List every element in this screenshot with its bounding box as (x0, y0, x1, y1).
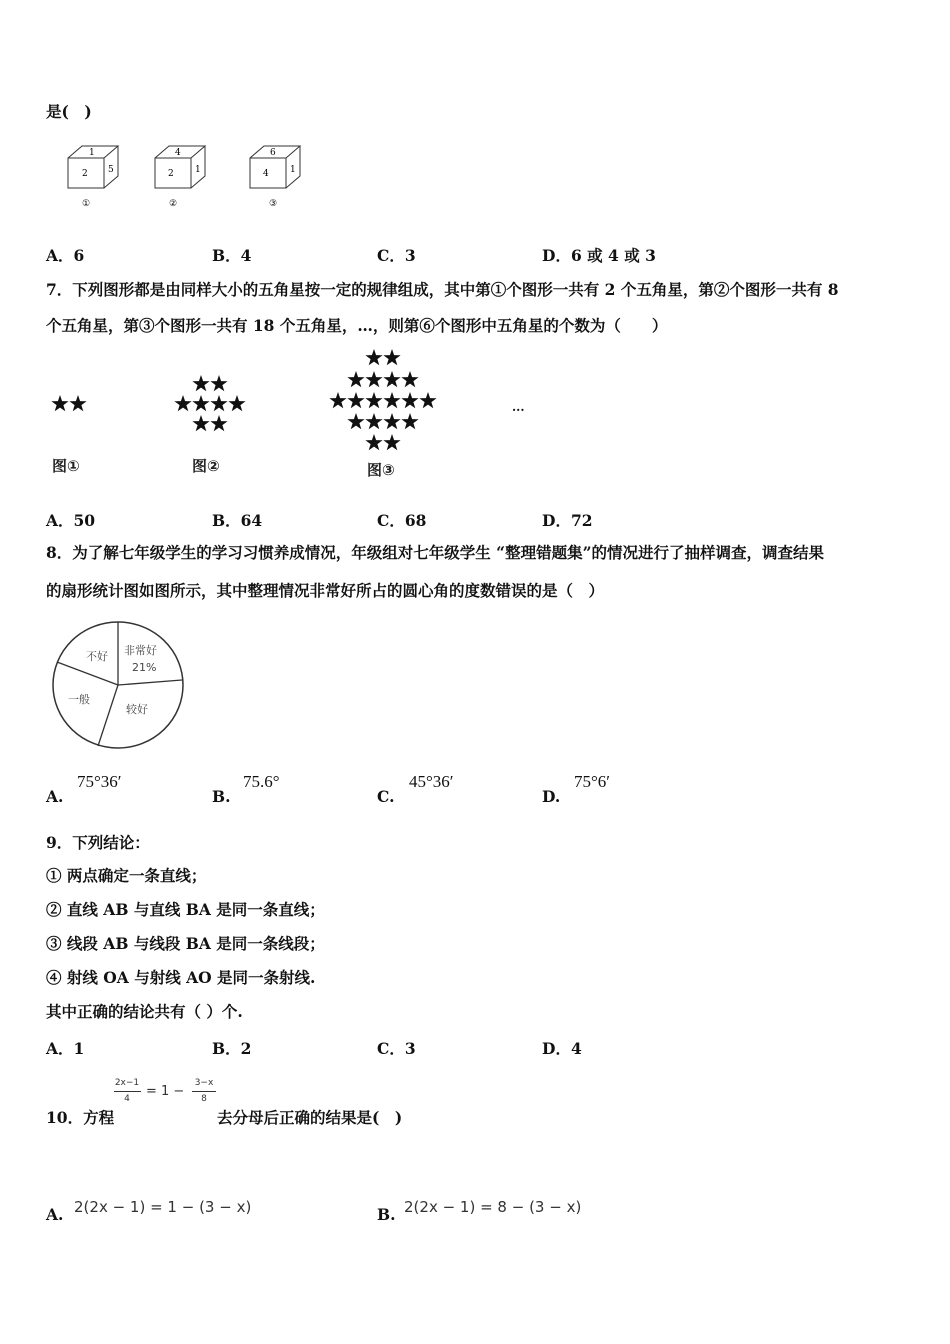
q8-option-b-letter: B. (212, 787, 231, 806)
q6-option-c: C．3 (377, 246, 416, 265)
pie-label-very-good: 非常好 (124, 644, 157, 657)
q10-option-b-value: 2(2x − 1) = 8 − (3 − x) (404, 1198, 582, 1216)
q8-stem-line2: 的扇形统计图如图所示，其中整理情况非常好所占的圆心角的度数错误的是（ ） (46, 581, 605, 600)
cube-1-label: ① (82, 199, 91, 209)
pie-label-average: 一般 (68, 693, 90, 706)
q9-option-b: B．2 (212, 1039, 252, 1058)
fig-label-1: 图① (52, 457, 80, 475)
q7-stem-line2: 个五角星，第③个图形一共有 18 个五角星，…，则第⑥个图形中五角星的个数为（ ） (46, 316, 668, 335)
q10-prefix: 10．方程 (46, 1108, 115, 1127)
q7-option-b: B．64 (212, 511, 263, 530)
q8-stem-line1: 8．为了解七年级学生的学习习惯养成情况，年级组对七年级学生 “整理错题集”的情况进行了抽样调查，调查结果 (46, 543, 825, 562)
star-figure-2 (174, 375, 245, 431)
q7-stem-line1: 7．下列图形都是由同样大小的五角星按一定的规律组成，其中第①个图形一共有 2 个五角星，第②个图形一共有 8 (46, 280, 839, 299)
cube-2-front: 2 (168, 169, 174, 179)
cube-2-top: 4 (175, 148, 181, 158)
q6-option-b: B．4 (212, 246, 252, 265)
cube-2-label: ② (169, 199, 178, 209)
eq-num-2: 3−x (194, 1078, 214, 1088)
q6-stem-tail: 是( ) (46, 102, 92, 121)
q9-stem: 9．下列结论： (46, 833, 150, 852)
q8-option-d-value: 75°6′ (574, 772, 611, 791)
q10-option-a-letter: A. (46, 1205, 64, 1224)
q8-option-c-value: 45°36′ (409, 772, 454, 791)
q6-option-a: A．6 (46, 246, 85, 265)
q8-option-a-value: 75°36′ (77, 772, 122, 791)
eq-den-2: 8 (201, 1094, 207, 1104)
q10-suffix: 去分母后正确的结果是( ) (217, 1108, 403, 1127)
q9-item-2: ② 直线 AB 与直线 BA 是同一条直线； (46, 900, 325, 919)
q8-option-a-letter: A. (46, 787, 64, 806)
q10-option-b-letter: B. (377, 1205, 396, 1224)
q9-option-a: A．1 (46, 1039, 85, 1058)
star-figure-3 (329, 349, 436, 450)
cube-1-top: 1 (89, 148, 95, 158)
pie-label-very-good-pct: 21% (132, 661, 157, 674)
eq-mid: = 1 − (146, 1084, 185, 1099)
q6-option-d: D．6 或 4 或 3 (542, 246, 656, 265)
q8-option-d-letter: D. (542, 787, 561, 806)
cube-3-side: 1 (290, 165, 296, 175)
q8-pie-chart (52, 620, 186, 750)
q7-option-a: A．50 (46, 511, 96, 530)
q9-option-d: D．4 (542, 1039, 582, 1058)
q9-option-c: C．3 (377, 1039, 416, 1058)
cube-3-front: 4 (263, 169, 269, 179)
q9-question: 其中正确的结论共有（ ）个. (46, 1002, 243, 1021)
cube-1-side: 5 (108, 165, 114, 175)
q7-option-c: C．68 (377, 511, 427, 530)
q9-item-3: ③ 线段 AB 与线段 BA 是同一条线段； (46, 934, 325, 953)
pie-label-bad: 不好 (86, 650, 108, 663)
q10-equation (112, 1078, 222, 1110)
fig-label-2: 图② (192, 457, 220, 475)
star-figure-1 (51, 395, 86, 411)
q8-option-c-letter: C. (377, 787, 395, 806)
q9-item-1: ① 两点确定一条直线； (46, 866, 207, 885)
q9-item-4: ④ 射线 OA 与射线 AO 是同一条射线. (46, 968, 316, 987)
q7-option-d: D．72 (542, 511, 593, 530)
q6-cube-figure (60, 140, 320, 212)
cube-1-front: 2 (82, 169, 88, 179)
cube-2-side: 1 (195, 165, 201, 175)
eq-den-1: 4 (124, 1094, 130, 1104)
q7-ellipsis: ··· (512, 403, 525, 417)
pie-label-good: 较好 (126, 703, 148, 716)
fig-label-3: 图③ (367, 461, 395, 479)
cube-3-label: ③ (269, 199, 278, 209)
cube-3-top: 6 (270, 148, 276, 158)
eq-num-1: 2x−1 (114, 1078, 140, 1088)
q7-star-figures (0, 340, 560, 485)
q10-option-a-value: 2(2x − 1) = 1 − (3 − x) (74, 1198, 252, 1216)
q8-option-b-value: 75.6° (243, 772, 280, 791)
